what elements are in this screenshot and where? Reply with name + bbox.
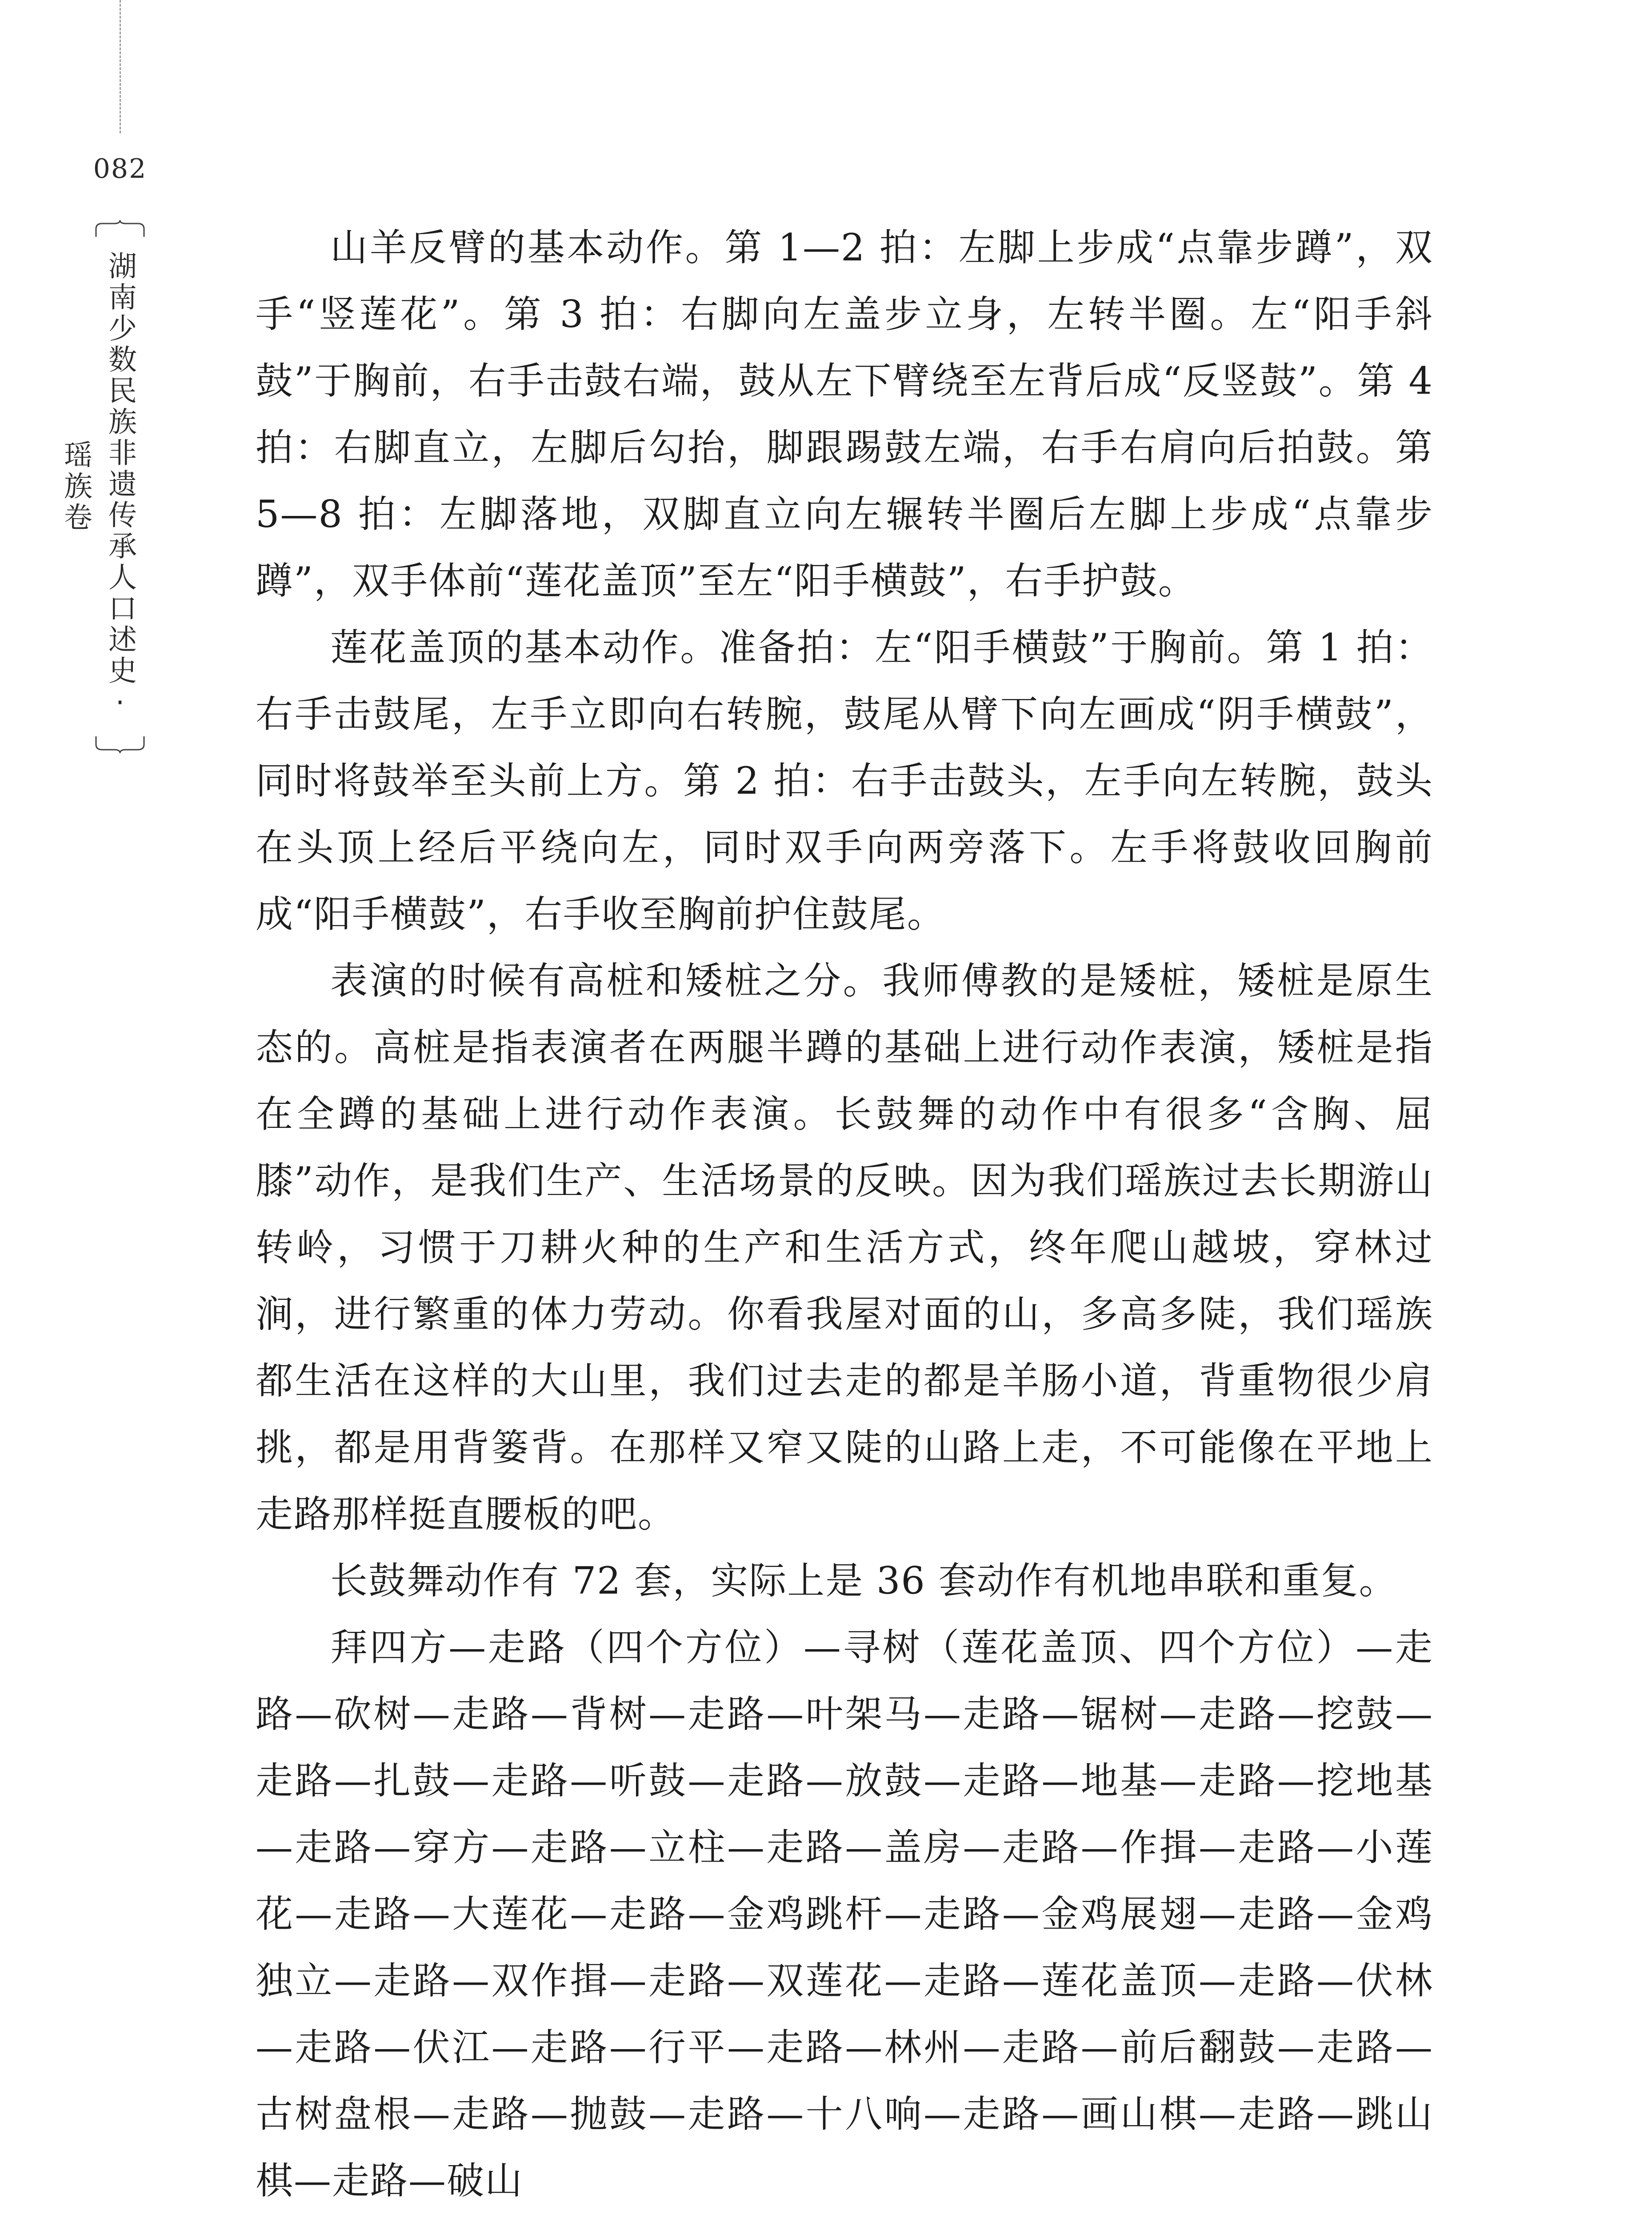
paragraph-movement-sequence: 拜四方—走路（四个方位）—寻树（莲花盖顶、四个方位）—走路—砍树—走路—背树—走路—叶架马—走路—锯树—走路—挖鼓—走路—扎鼓—走路—听鼓—走路—放鼓—走路—地基—走路—挖地基—走路—穿方—走路—立柱—走路—盖房—走路—作揖—走路—小莲花—走路—大莲花—走路—金鸡跳杆—走路—金鸡展翅—走路—金鸡独立—走路—双作揖—走路—双莲花—走路—莲花盖顶—走路—伏林—走路—伏江—走路—行平—走路—林州—走路—前后翻鼓—走路—古树盘根—走路—抛鼓—走路—十八响—走路—画山棋—走路—跳山棋—走路—破山 xyxy=(256,1626,1433,2202)
title-bracket-bottom xyxy=(93,735,147,753)
title-bracket-top xyxy=(93,220,147,238)
margin-dashed-rule xyxy=(120,0,121,133)
page-number: 082 xyxy=(93,153,147,184)
series-title: 湖南少数民族非遗传承人口述史·瑶族卷 xyxy=(59,251,136,722)
paragraph-goat-arm-movement: 山羊反臂的基本动作。第 1—2 拍：左脚上步成“点靠步蹲”，双手“竖莲花”。第 3 拍：右脚向左盖步立身，左转半圈。左“阳手斜鼓”于胸前，右手击鼓右端，鼓从左下臂绕至左背后成“反竖鼓”。第 4 拍：右脚直立，左脚后勾抬，脚跟踢鼓左端，右手右肩向后拍鼓。第 5—8 拍：左脚落地，双脚直立向左辗转半圈后左脚上步成“点靠步蹲”，双手体前“莲花盖顶”至左“阳手横鼓”，右手护鼓。 xyxy=(256,226,1433,603)
paragraph-high-low-stance: 表演的时候有高桩和矮桩之分。我师傅教的是矮桩，矮桩是原生态的。高桩是指表演者在两腿半蹲的基础上进行动作表演，矮桩是指在全蹲的基础上进行动作表演。长鼓舞的动作中有很多“含胸、屈膝”动作，是我们生产、生活场景的反映。因为我们瑶族过去长期游山转岭，习惯于刀耕火种的生产和生活方式，终年爬山越坡，穿林过涧，进行繁重的体力劳动。你看我屋对面的山，多高多陡，我们瑶族都生活在这样的大山里，我们过去走的都是羊肠小道，背重物很少肩挑，都是用背篓背。在那样又窄又陡的山路上走，不可能像在平地上走路那样挺直腰板的吧。 xyxy=(256,959,1433,1536)
paragraph-lotus-cover-movement: 莲花盖顶的基本动作。准备拍：左“阳手横鼓”于胸前。第 1 拍：右手击鼓尾，左手立即向右转腕，鼓尾从臂下向左画成“阴手横鼓”，同时将鼓举至头前上方。第 2 拍：右手击鼓头，左手向左转腕，鼓头在头顶上经后平绕向左，同时双手向两旁落下。左手将鼓收回胸前成“阳手横鼓”，右手收至胸前护住鼓尾。 xyxy=(256,626,1433,936)
margin-header xyxy=(59,0,160,782)
body-text xyxy=(256,214,1433,2214)
paragraph-movement-count: 长鼓舞动作有 72 套，实际上是 36 套动作有机地串联和重复。 xyxy=(330,1559,1397,1603)
